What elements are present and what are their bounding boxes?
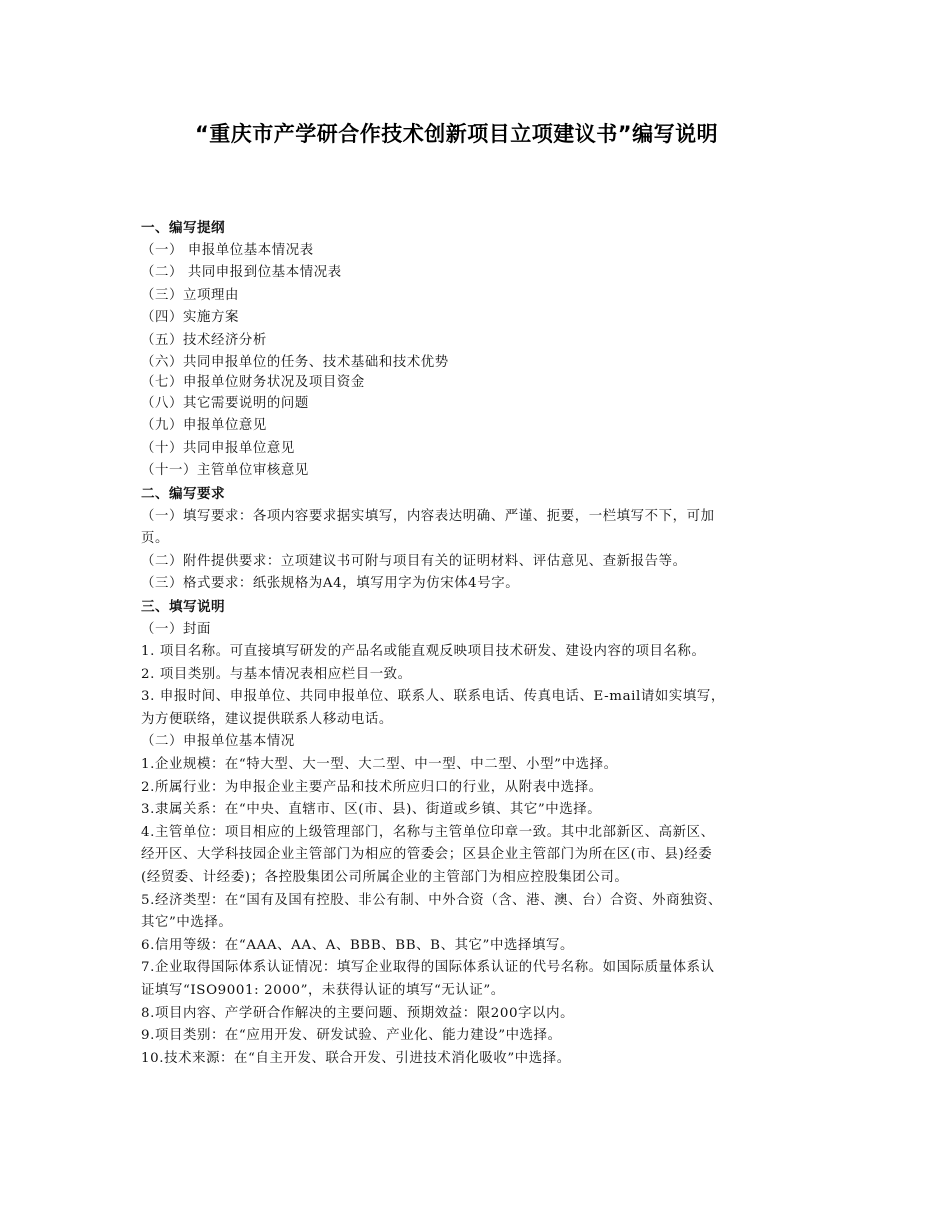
text-line: （四）实施方案 bbox=[141, 310, 239, 326]
text-line: 9.项目类别：在“应用开发、研发试验、产业化、能力建设”中选择。 bbox=[141, 1028, 562, 1044]
text-line: 其它”中选择。 bbox=[141, 915, 233, 931]
section-heading: 二、编写要求 bbox=[141, 485, 225, 502]
text-line: （一） 申报单位基本情况表 bbox=[141, 242, 314, 258]
text-line: 7.企业取得国际体系认证情况：填写企业取得的国际体系认证的代号名称。如国际质量体系认 bbox=[141, 960, 715, 976]
text-line: 1. 项目名称。可直接填写研发的产品名或能直观反映项目技术研发、建设内容的项目名称。 bbox=[141, 644, 706, 660]
text-line: 2.所属行业：为申报企业主要产品和技术所应归口的行业，从附表中选择。 bbox=[141, 779, 603, 795]
text-line: （七）申报单位财务状况及项目资金 bbox=[141, 374, 365, 390]
text-line: 4.主管单位：项目相应的上级管理部门，名称与主管单位印章一致。其中北部新区、高新区、 bbox=[141, 824, 715, 840]
text-line: 2. 项目类别。与基本情况表相应栏目一致。 bbox=[141, 666, 412, 682]
text-line: （十一）主管单位审核意见 bbox=[141, 463, 309, 479]
text-line: 10.技术来源：在“自主开发、联合开发、引进技术消化吸收”中选择。 bbox=[141, 1050, 571, 1066]
text-line: （二）申报单位基本情况 bbox=[141, 734, 295, 750]
text-line: （五）技术经济分析 bbox=[141, 332, 267, 348]
text-line: 1.企业规模：在“特大型、大一型、大二型、中一型、中二型、小型”中选择。 bbox=[141, 757, 618, 773]
text-line: （八）其它需要说明的问题 bbox=[141, 395, 309, 411]
text-line: 证填写“ISO9001: 2000”，未获得认证的填写“无认证”。 bbox=[141, 983, 505, 998]
text-line: （二） 共同申报到位基本情况表 bbox=[141, 265, 342, 281]
text-line: （三）格式要求：纸张规格为A4，填写用字为仿宋体4号字。 bbox=[141, 576, 520, 592]
text-line: （十）共同申报单位意见 bbox=[141, 440, 295, 456]
text-line: （九）申报单位意见 bbox=[141, 418, 267, 434]
text-line: （六）共同申报单位的任务、技术基础和技术优势 bbox=[141, 354, 449, 370]
text-line: 页。 bbox=[141, 531, 169, 547]
text-line: (经贸委、计经委)；各控股集团公司所属企业的主管部门为相应控股集团公司。 bbox=[141, 870, 629, 886]
text-line: 经开区、大学科技园企业主管部门为相应的管委会；区县企业主管部门为所在区(市、县)经委 bbox=[141, 847, 713, 863]
text-line: 3.隶属关系：在“中央、直辖市、区(市、县)、街道或乡镇、其它”中选择。 bbox=[141, 802, 602, 818]
section-heading: 三、填写说明 bbox=[141, 598, 225, 615]
section-heading: 一、编写提纲 bbox=[141, 220, 225, 236]
document-title: “重庆市产学研合作技术创新项目立项建议书”编写说明 bbox=[195, 122, 719, 146]
text-line: （一）填写要求：各项内容要求据实填写，内容表达明确、严谨、扼要，一栏填写不下，可加 bbox=[141, 508, 715, 524]
text-line: 5.经济类型：在“国有及国有控股、非公有制、中外合资（含、港、澳、台）合资、外商独资、 bbox=[141, 892, 723, 908]
text-line: 8.项目内容、产学研合作解决的主要问题、预期效益：限200字以内。 bbox=[141, 1005, 575, 1021]
text-line: （三）立项理由 bbox=[141, 287, 239, 303]
text-line: 6.信用等级：在“AAA、AA、A、BBB、BB、B、其它”中选择填写。 bbox=[141, 937, 574, 953]
text-line: 3. 申报时间、申报单位、共同申报单位、联系人、联系电话、传真电话、E-mail请如实填写， bbox=[141, 689, 725, 705]
document-body bbox=[141, 217, 821, 1070]
text-line: （一）封面 bbox=[141, 621, 211, 637]
text-line: 为方便联络，建议提供联系人移动电话。 bbox=[141, 711, 393, 727]
text-line: （二）附件提供要求：立项建议书可附与项目有关的证明材料、评估意见、查新报告等。 bbox=[141, 553, 687, 569]
